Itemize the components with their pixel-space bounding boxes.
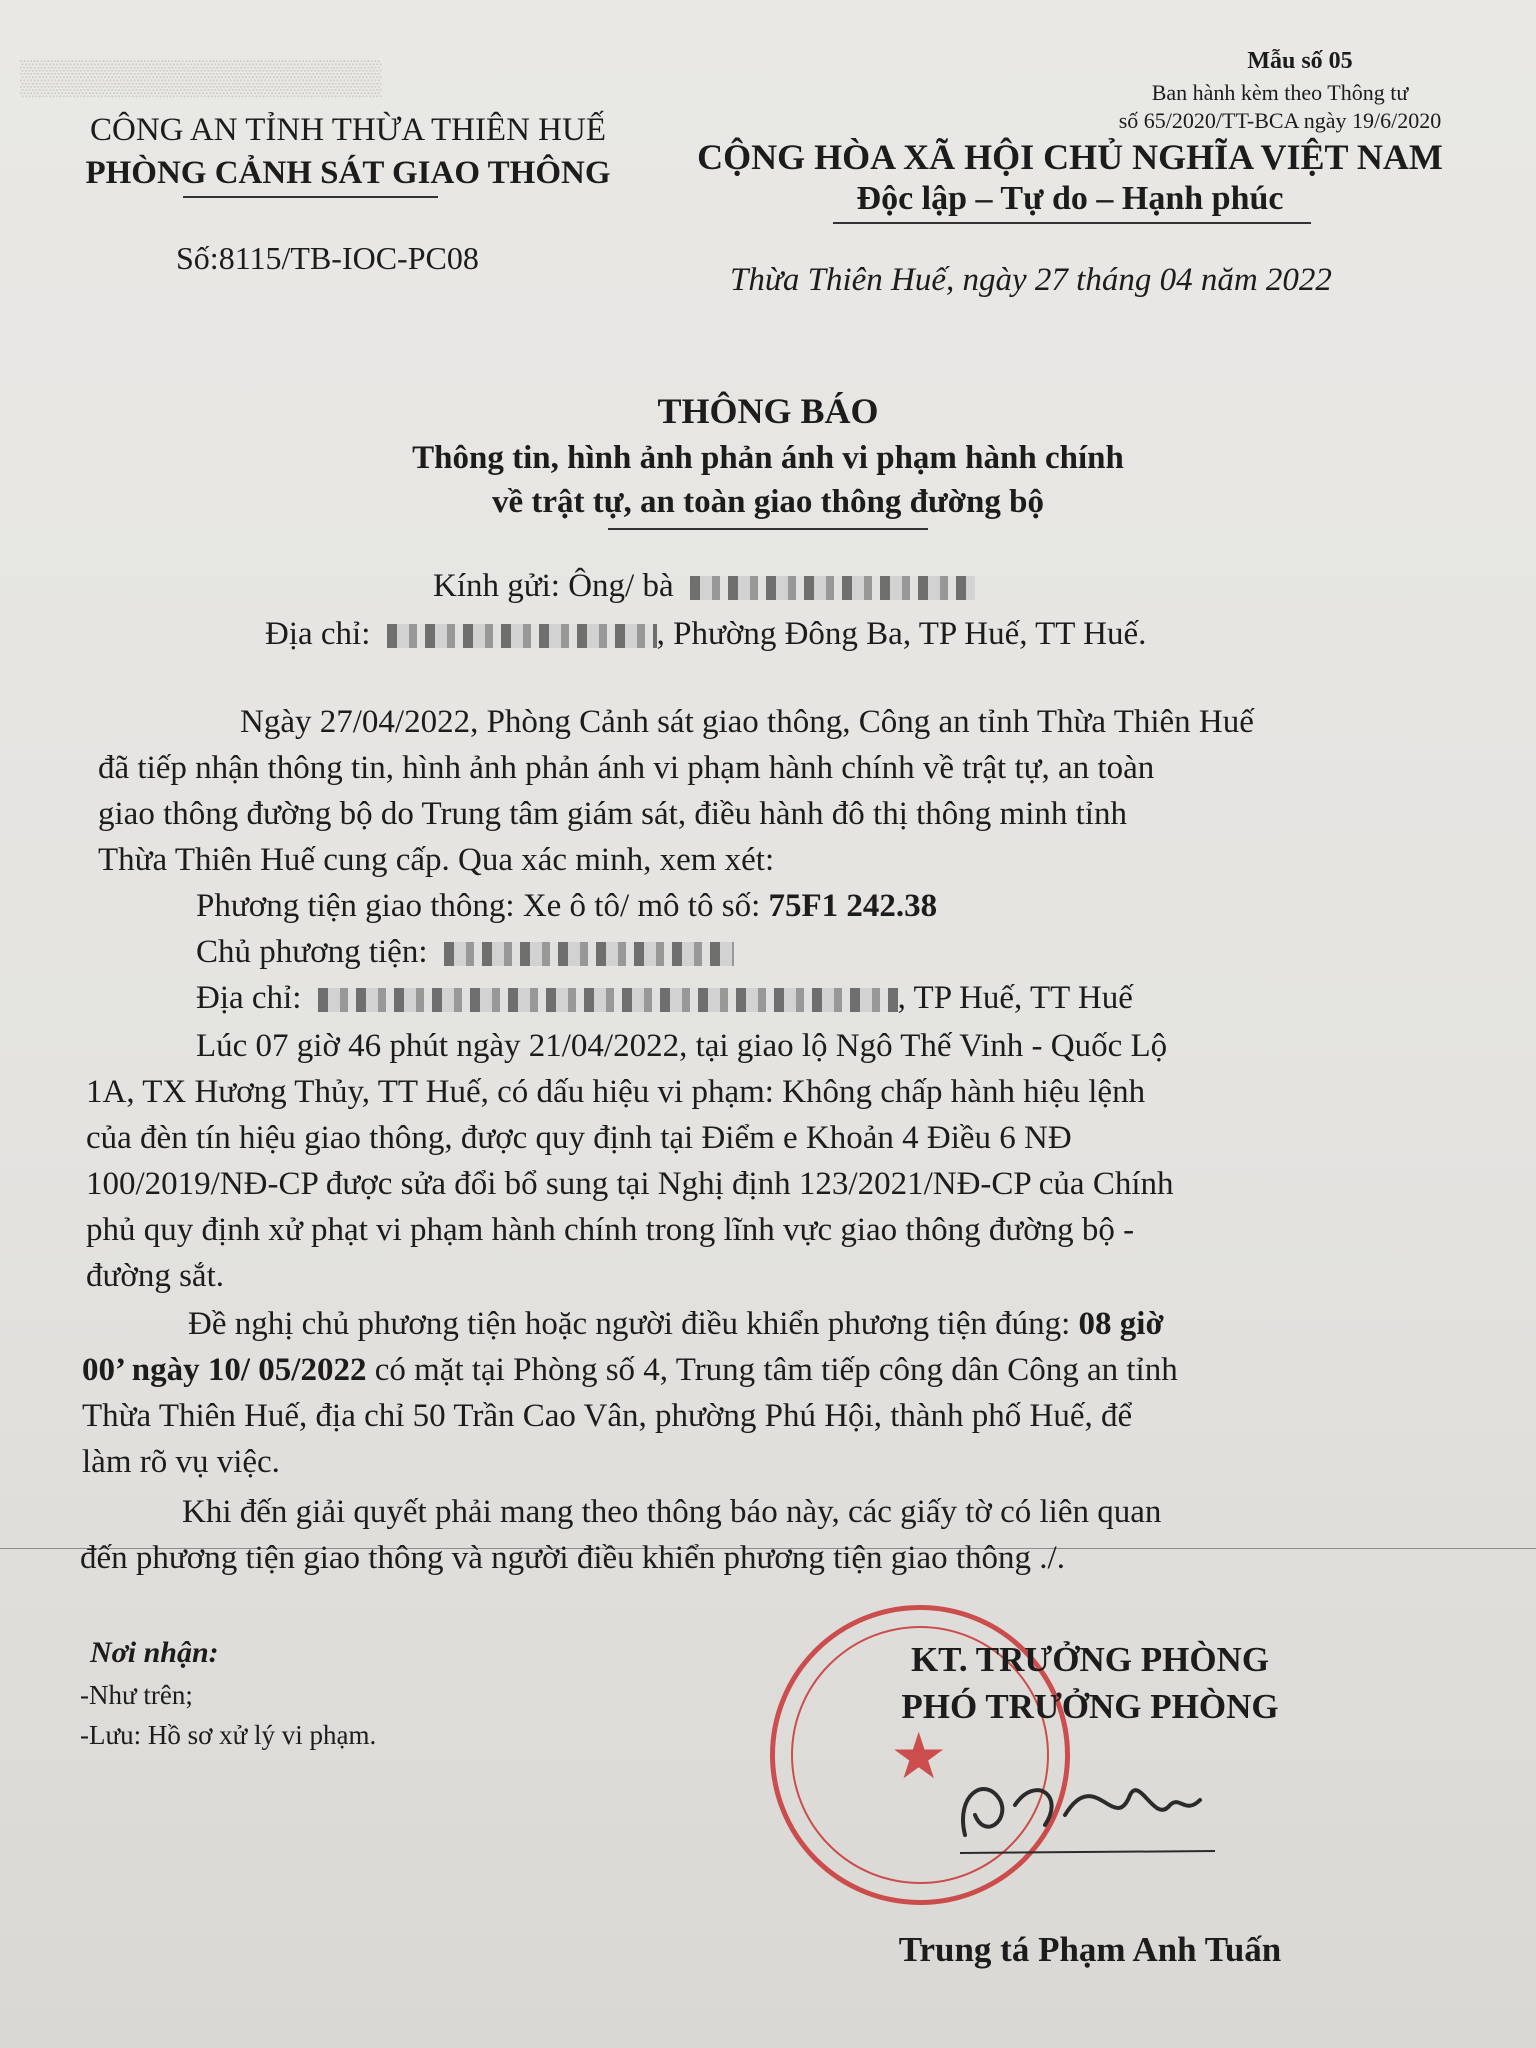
form-circular: số 65/2020/TT-BCA ngày 19/6/2020 bbox=[1118, 108, 1442, 133]
owner-address-tail: , TP Huế, TT Huế bbox=[897, 980, 1133, 1016]
recipient-item-2: -Lưu: Hồ sơ xử lý vi phạm. bbox=[80, 1720, 377, 1750]
paragraph-2-line-2: 1A, TX Hương Thủy, TT Huế, có dấu hiệu vi phạm: Không chấp hành hiệu lệnh bbox=[86, 1074, 1146, 1110]
appointment-date: 00’ ngày 10/ 05/2022 bbox=[82, 1352, 367, 1388]
recipients-title: Nơi nhận: bbox=[90, 1636, 219, 1669]
vehicle-plate: 75F1 242.38 bbox=[768, 888, 938, 924]
department-name: PHÒNG CẢNH SÁT GIAO THÔNG bbox=[85, 155, 611, 191]
department-underline bbox=[183, 196, 438, 198]
recipient-item-1: -Như trên; bbox=[80, 1680, 193, 1710]
subtitle-underline bbox=[608, 528, 928, 530]
owner-address-line bbox=[196, 980, 1133, 1017]
document-title: THÔNG BÁO bbox=[657, 391, 879, 431]
greeting-label: Kính gửi: Ông/ bà bbox=[433, 568, 674, 604]
document-number: Số:8115/TB-IOC-PC08 bbox=[176, 240, 479, 276]
paragraph-2-line-3: của đèn tín hiệu giao thông, được quy định tại Điểm e Khoản 4 Điều 6 NĐ bbox=[86, 1120, 1072, 1156]
paragraph-2-line-1: Lúc 07 giờ 46 phút ngày 21/04/2022, tại giao lộ Ngô Thế Vinh - Quốc Lộ bbox=[196, 1028, 1168, 1064]
agency-name: CÔNG AN TỈNH THỪA THIÊN HUẾ bbox=[89, 112, 606, 148]
form-issued-with: Ban hành kèm theo Thông tư bbox=[1151, 80, 1409, 105]
paragraph-1-line-2: đã tiếp nhận thông tin, hình ảnh phản ánh vi phạm hành chính về trật tự, an toàn bbox=[98, 750, 1155, 786]
paragraph-3-start: Đề nghị chủ phương tiện hoặc người điều khiển phương tiện đúng: bbox=[188, 1306, 1079, 1342]
owner-label: Chủ phương tiện: bbox=[196, 934, 428, 970]
document-subtitle-2: về trật tự, an toàn giao thông đường bộ bbox=[491, 484, 1044, 520]
form-number: Mẫu số 05 bbox=[1247, 48, 1353, 74]
appointment-time: 08 giờ bbox=[1078, 1306, 1164, 1342]
bleed-through-text: ▒▒▒▒▒▒▒▒▒▒▒▒▒▒▒ bbox=[20, 61, 382, 98]
vehicle-label: Phương tiện giao thông: Xe ô tô/ mô tô số: bbox=[196, 888, 769, 924]
motto-underline bbox=[833, 222, 1311, 224]
address-label: Địa chỉ: bbox=[265, 616, 371, 652]
paragraph-3-line-1 bbox=[188, 1306, 1164, 1343]
paragraph-1-line-4: Thừa Thiên Huế cung cấp. Qua xác minh, xem xét: bbox=[98, 842, 775, 878]
redacted-address bbox=[387, 624, 657, 648]
paragraph-3-line-4: làm rõ vụ việc. bbox=[82, 1444, 280, 1480]
redacted-owner-address bbox=[318, 988, 898, 1012]
recipient-greeting bbox=[433, 568, 975, 605]
national-motto: Độc lập – Tự do – Hạnh phúc bbox=[856, 180, 1284, 217]
paragraph-3-line-3: Thừa Thiên Huế, địa chỉ 50 Trần Cao Vân, phường Phú Hội, thành phố Huế, để bbox=[82, 1398, 1133, 1434]
owner-line bbox=[196, 934, 734, 971]
document-subtitle-1: Thông tin, hình ảnh phản ánh vi phạm hành chính bbox=[412, 440, 1124, 476]
vehicle-line bbox=[196, 888, 937, 925]
owner-address-label: Địa chỉ: bbox=[196, 980, 302, 1016]
signer-name: Trung tá Phạm Anh Tuấn bbox=[898, 1930, 1282, 1969]
seal-star-icon: ★ bbox=[890, 1721, 948, 1792]
sign-role-2: PHÓ TRƯỞNG PHÒNG bbox=[901, 1687, 1279, 1726]
paragraph-2-line-6: đường sắt. bbox=[86, 1258, 224, 1294]
address-tail: , Phường Đông Ba, TP Huế, TT Huế. bbox=[656, 616, 1147, 652]
nation-name: CỘNG HÒA XÃ HỘI CHỦ NGHĨA VIỆT NAM bbox=[697, 137, 1443, 177]
signature-icon bbox=[945, 1755, 1225, 1865]
paragraph-4-line-2: đến phương tiện giao thông và người điều khiển phương tiện giao thông ./. bbox=[80, 1540, 1065, 1576]
paragraph-3-line-2 bbox=[82, 1352, 1178, 1389]
paragraph-4-line-1: Khi đến giải quyết phải mang theo thông báo này, các giấy tờ có liên quan bbox=[182, 1494, 1162, 1530]
paragraph-1-line-1: Ngày 27/04/2022, Phòng Cảnh sát giao thông, Công an tỉnh Thừa Thiên Huế bbox=[240, 704, 1254, 740]
redacted-owner bbox=[444, 942, 734, 966]
redacted-name bbox=[690, 576, 975, 600]
recipient-address bbox=[265, 616, 1146, 653]
date-line: Thừa Thiên Huế, ngày 27 tháng 04 năm 2022 bbox=[730, 262, 1332, 298]
sign-role-1: KT. TRƯỞNG PHÒNG bbox=[910, 1640, 1270, 1679]
paragraph-2-line-4: 100/2019/NĐ-CP được sửa đổi bổ sung tại Nghị định 123/2021/NĐ-CP của Chính bbox=[86, 1166, 1174, 1202]
paragraph-1-line-3: giao thông đường bộ do Trung tâm giám sát, điều hành đô thị thông minh tỉnh bbox=[98, 796, 1127, 832]
paragraph-2-line-5: phủ quy định xử phạt vi phạm hành chính trong lĩnh vực giao thông đường bộ - bbox=[86, 1212, 1135, 1248]
paragraph-3-rest: có mặt tại Phòng số 4, Trung tâm tiếp công dân Công an tỉnh bbox=[366, 1352, 1178, 1388]
